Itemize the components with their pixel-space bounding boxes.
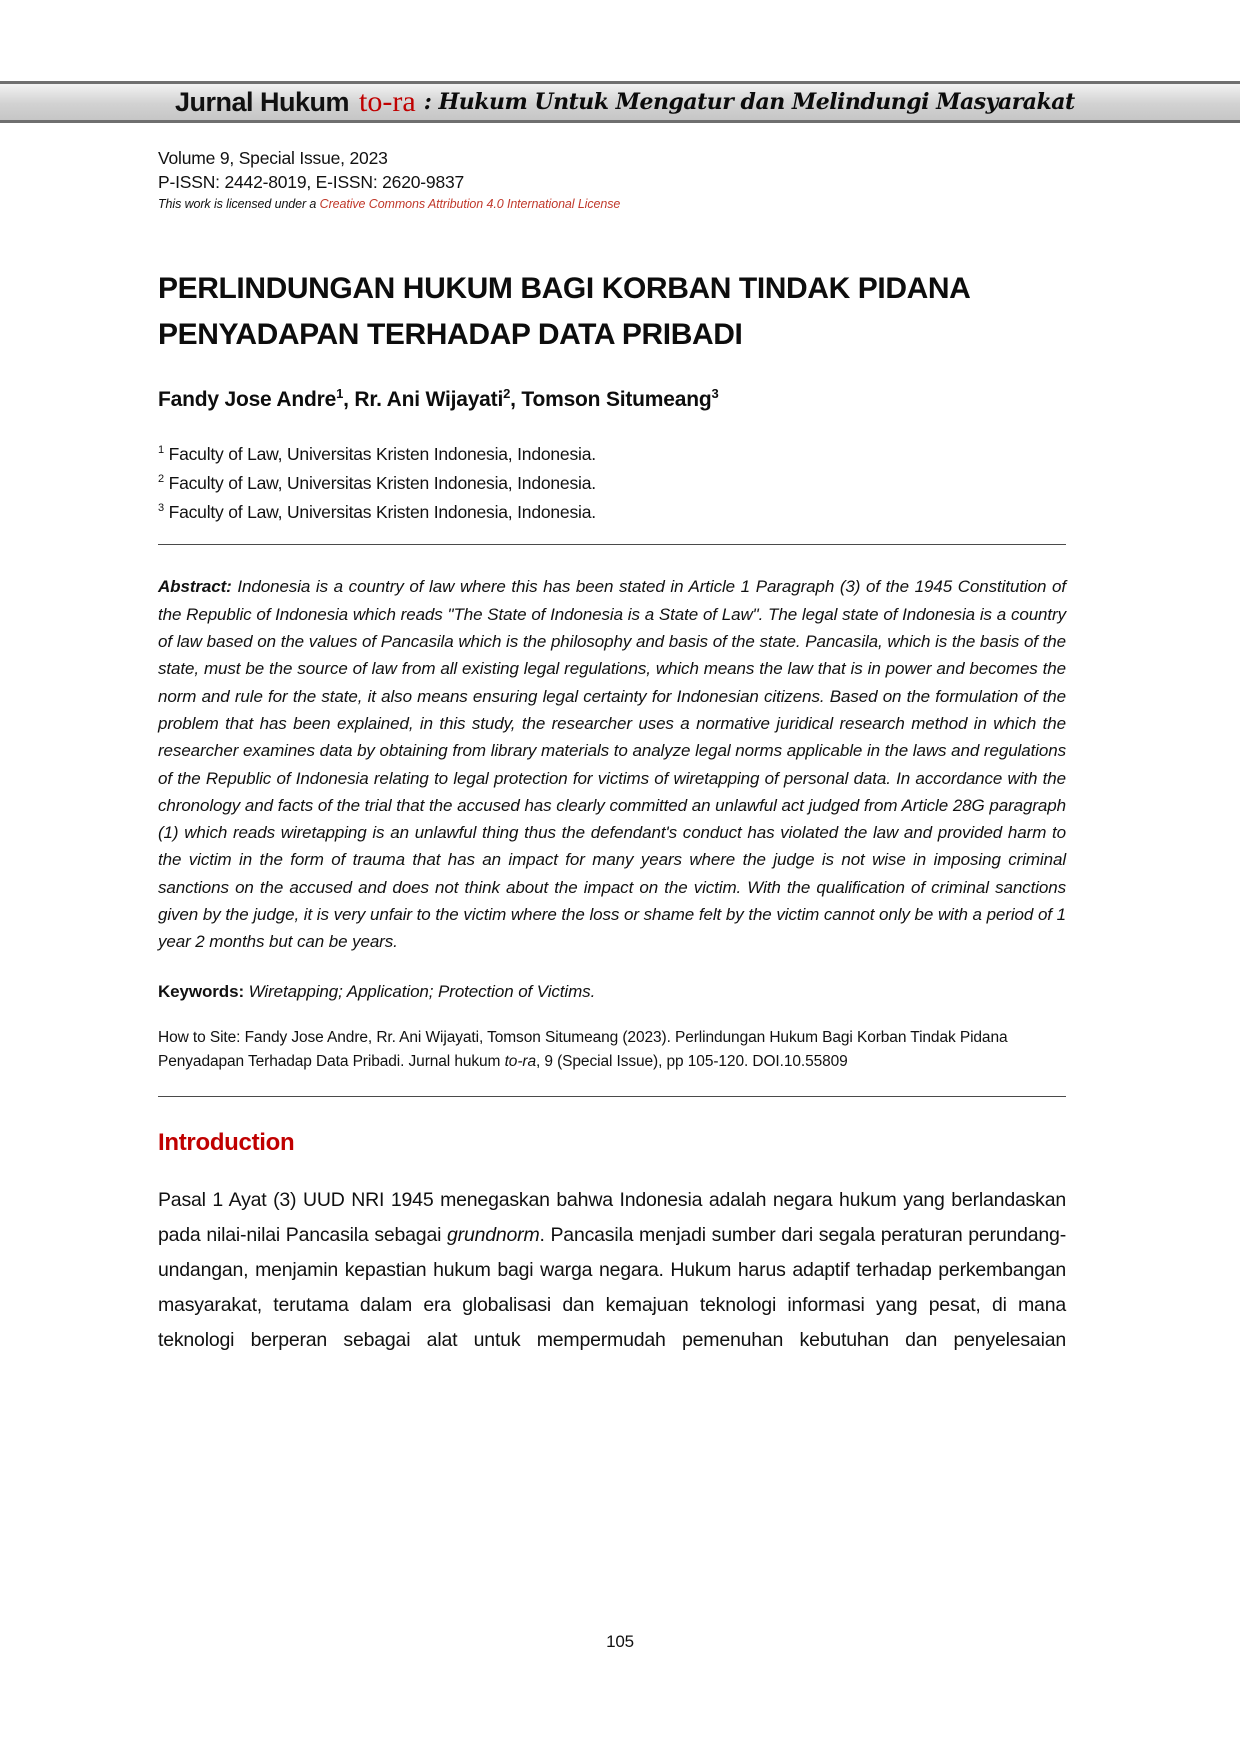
keywords-label: Keywords: — [158, 981, 245, 1001]
affiliation-text: Faculty of Law, Universitas Kristen Indonesia, Indonesia. — [163, 443, 596, 464]
issue-metadata — [158, 146, 1066, 211]
citation-text: , 9 (Special Issue), pp 105-120. DOI.10.55809 — [535, 1052, 848, 1070]
divider-rule — [158, 544, 1066, 545]
issn-line: P-ISSN: 2442-8019, E-ISSN: 2620-9837 — [158, 172, 465, 192]
author-name: Tomson Situmeang — [521, 388, 712, 411]
author-name: Fandy Jose Andre — [158, 388, 337, 411]
author-affil-marker: 3 — [711, 386, 719, 401]
affiliation-list — [158, 438, 1066, 524]
section-heading-introduction: Introduction — [158, 1128, 295, 1156]
author-list — [158, 386, 1066, 412]
how-to-cite — [158, 1026, 1066, 1074]
journal-brand: to-ra — [359, 85, 416, 118]
affiliation-line — [158, 496, 1066, 525]
article-content-column — [158, 0, 1066, 1358]
journal-name: Jurnal Hukum — [175, 86, 350, 117]
license-line — [158, 197, 1066, 211]
introduction-text: Pasal 1 Ayat (3) UUD NRI 1945 menegaskan bahwa Indonesia adalah negara hukum yang berlandaskan pada nilai-nilai Pancasila sebagai — [158, 1188, 1066, 1246]
author-name: Rr. Ani Wijayati — [354, 388, 504, 411]
affiliation-text: Faculty of Law, Universitas Kristen Indonesia, Indonesia. — [163, 472, 596, 493]
article-title-line-2: PENYADAPAN TERHADAP DATA PRIBADI — [158, 318, 743, 351]
volume-line: Volume 9, Special Issue, 2023 — [158, 148, 388, 168]
journal-tagline: : Hukum Untuk Mengatur dan Melindungi Masyarakat — [423, 89, 1075, 115]
introduction-italic-term: grundnorm — [447, 1223, 540, 1246]
keywords-text: Wiretapping; Application; Protection of Victims. — [244, 981, 596, 1001]
introduction-paragraph — [158, 1183, 1066, 1358]
article-title — [158, 266, 1066, 358]
citation-journal-name: to-ra — [504, 1052, 536, 1070]
author-separator: , — [343, 388, 355, 411]
affiliation-marker: 3 — [158, 501, 164, 514]
affiliation-marker: 1 — [158, 444, 164, 456]
abstract-label: Abstract: — [158, 577, 232, 597]
affiliation-marker: 2 — [158, 472, 164, 485]
divider-rule — [158, 1096, 1066, 1097]
author-separator: , — [510, 388, 522, 411]
license-text: This work is licensed under a — [158, 197, 320, 211]
keywords-line — [158, 982, 1066, 1002]
introduction-text: . Pancasila menjadi sumber dari segala peraturan perundang-undangan, menjamin kepastian hukum bagi warga negara. Hukum harus adaptif terhadap perkembangan masyarakat, terutama dalam era globalisasi dan kemajuan teknologi informasi yang pesat, di mana teknologi berperan sebagai alat untuk mempermudah pemenuhan kebutuhan dan penyelesaian — [158, 1223, 1066, 1351]
affiliation-line — [158, 438, 1066, 467]
author-affil-marker: 1 — [336, 386, 344, 401]
abstract-paragraph — [158, 573, 1066, 955]
license-link[interactable]: Creative Commons Attribution 4.0 International License — [319, 197, 621, 211]
article-title-line-1: PERLINDUNGAN HUKUM BAGI KORBAN TINDAK PIDANA — [158, 272, 971, 305]
page-number: 105 — [606, 1632, 634, 1651]
affiliation-line — [158, 467, 1066, 496]
affiliation-text: Faculty of Law, Universitas Kristen Indonesia, Indonesia. — [163, 501, 596, 522]
citation-text: How to Site: Fandy Jose Andre, Rr. Ani Wijayati, Tomson Situmeang (2023). Perlindungan Hukum Bagi Korban Tindak Pidana Penyadapan Terhadap Data Pribadi. Jurnal hukum — [158, 1028, 1008, 1070]
author-affil-marker: 2 — [503, 386, 511, 401]
abstract-text: Indonesia is a country of law where this has been stated in Article 1 Paragraph (3) of the 1945 Constitution of the Republic of Indonesia which reads "The State of Indonesia is a State of Law". The legal state of Indonesia is a country of law based on the values of Pancasila which is the philosophy and basis of the state. Pancasila, which is the basis of the state, must be the source of law from all existing legal regulations, which means the law that is in power and becomes the norm and rule for the state, it also means ensuring legal certainty for Indonesian citizens. Based on the formulation of the problem that has been explained, in this study, the researcher uses a normative juridical research method in which the researcher examines data by obtaining from library materials to analyze legal norms applicable in the laws and regulations of the Republic of Indonesia relating to legal protection for victims of wiretapping of personal data. In accordance with the chronology and facts of the trial that the accused has clearly committed an unlawful act judged from Article 28G paragraph (1) which reads wiretapping is an unlawful thing thus the defendant's conduct has violated the law and provided harm to the victim in the form of trauma that has an impact for many years where the judge is not wise in imposing criminal sanctions on the accused and does not think about the impact on the victim. With the qualification of criminal sanctions given by the judge, it is very unfair to the victim where the loss or shame felt by the victim cannot only be with a period of 1 year 2 months but can be years. — [158, 577, 1066, 952]
